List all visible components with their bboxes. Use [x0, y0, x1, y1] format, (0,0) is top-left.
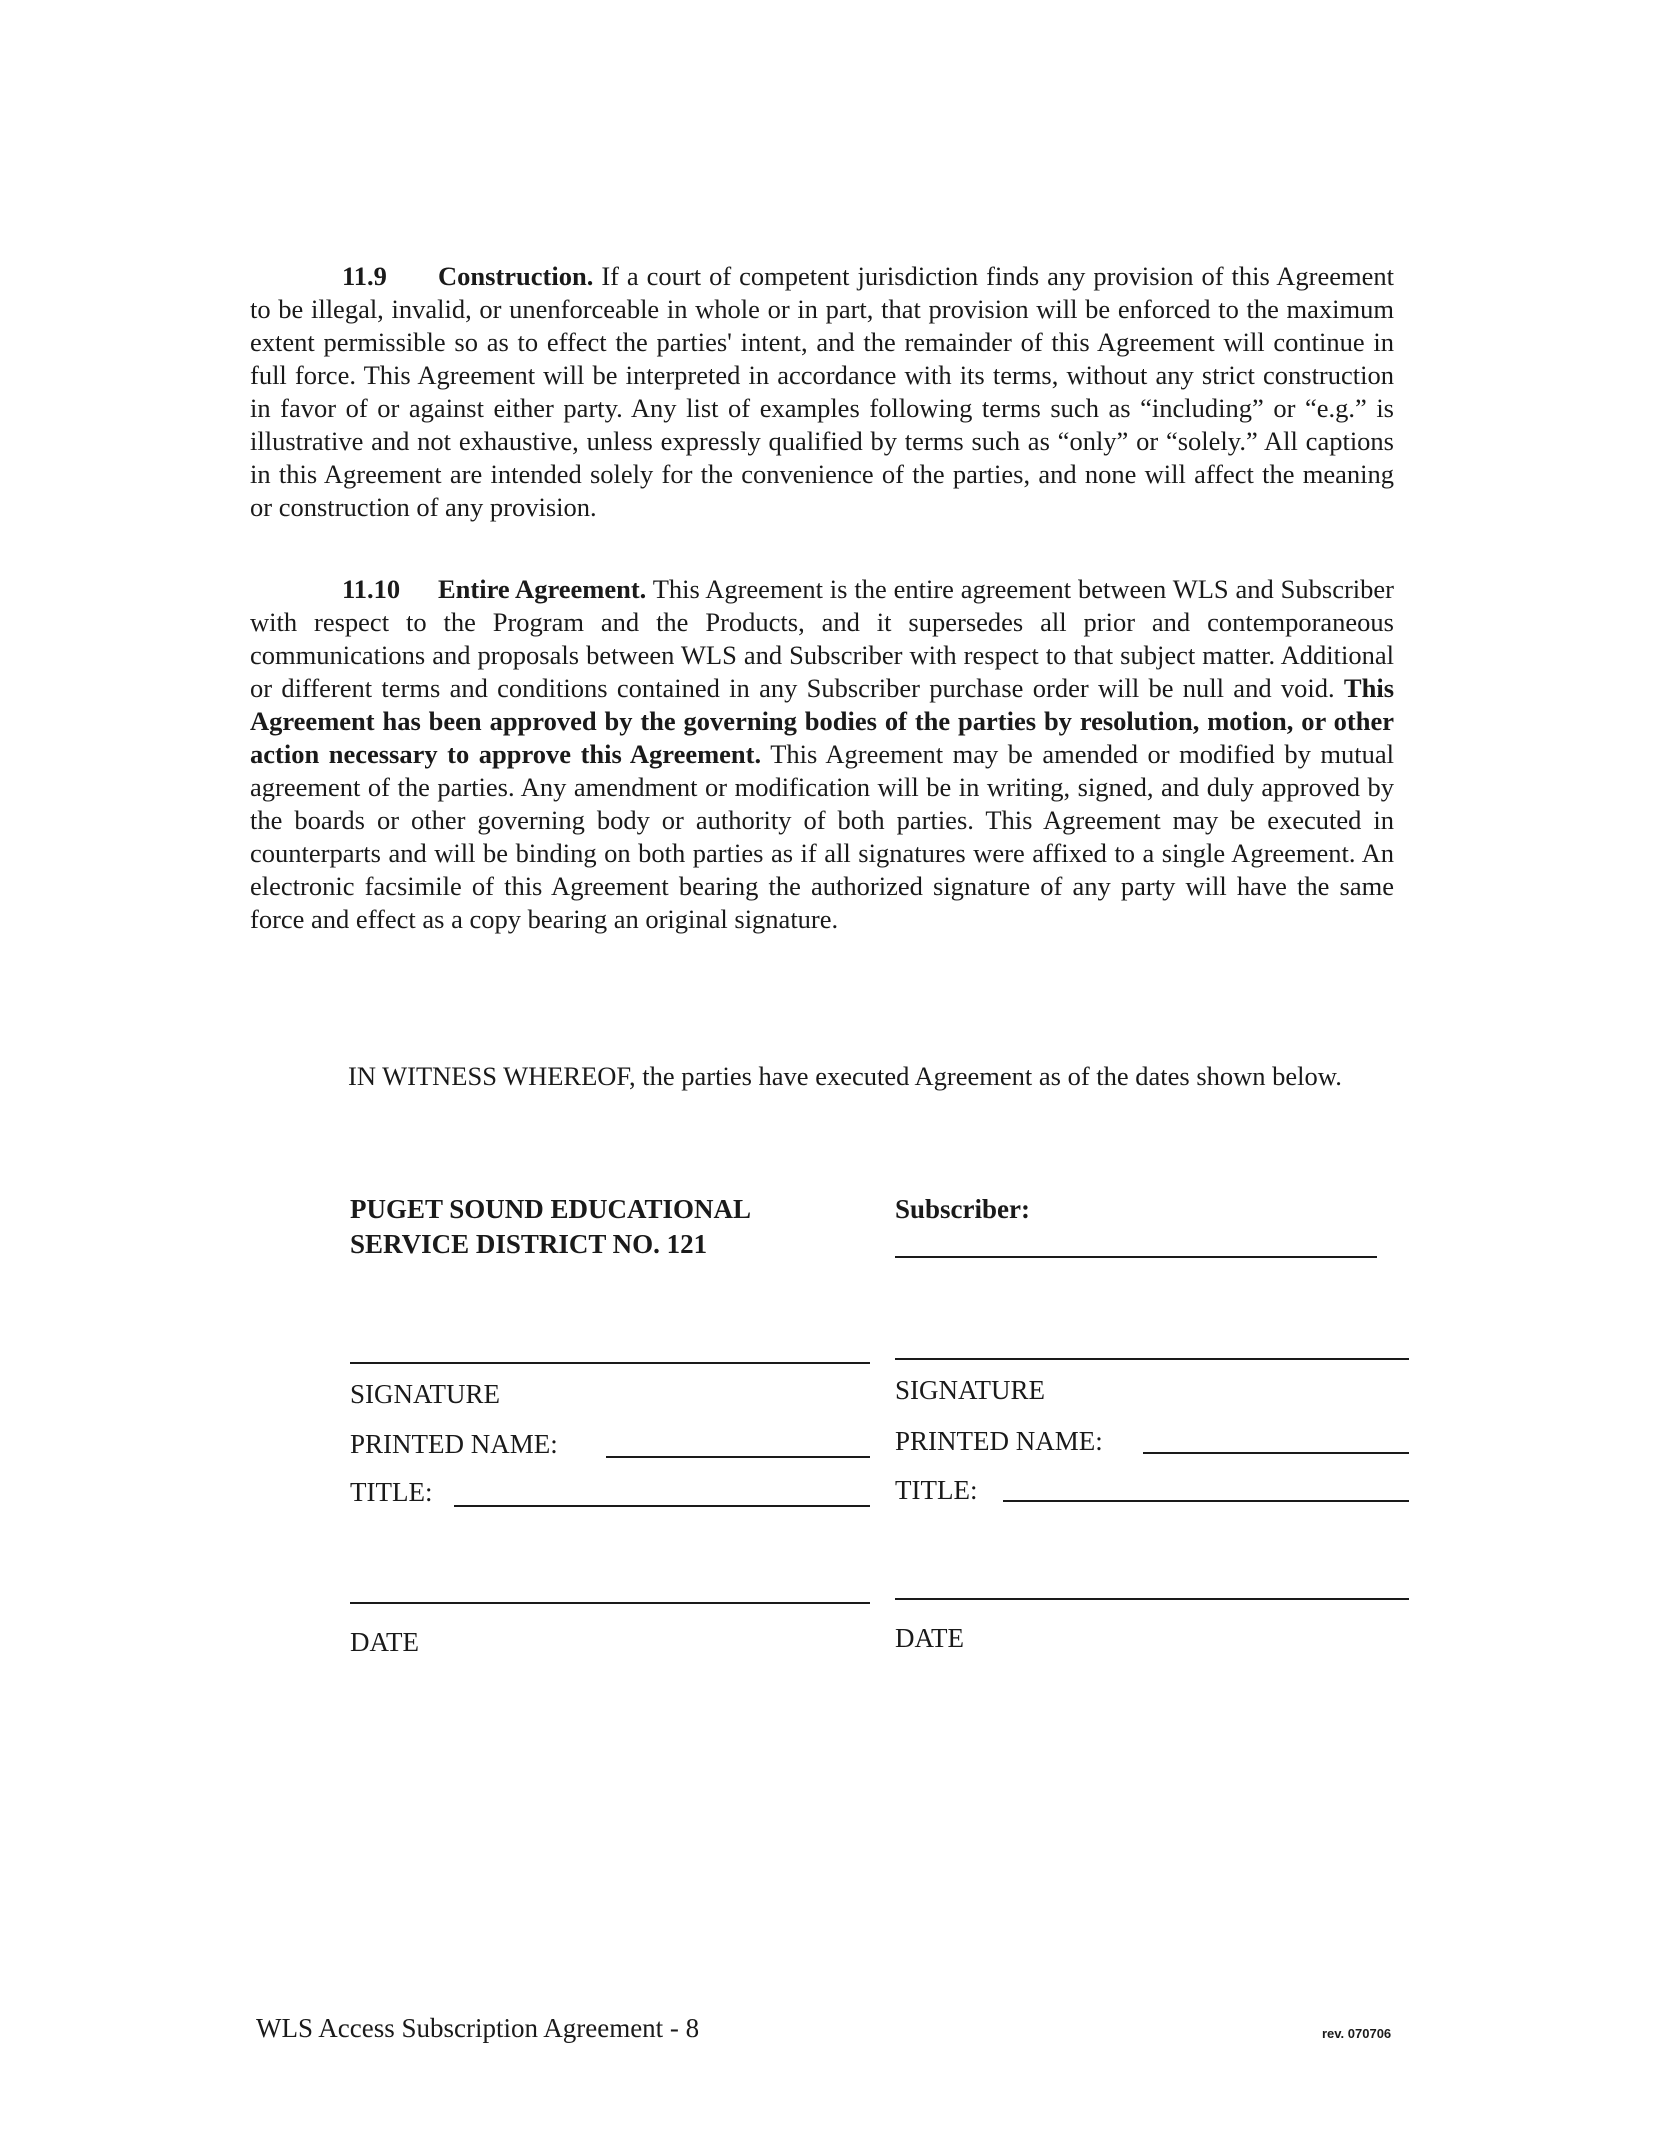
left-title-line[interactable]: [454, 1505, 870, 1507]
section-11-10: [250, 573, 1394, 936]
party-left-name-line-2: SERVICE DISTRICT NO. 121: [350, 1229, 708, 1259]
party-right-name: Subscriber:: [895, 1194, 1030, 1224]
party-left-name-line-1: PUGET SOUND EDUCATIONAL: [350, 1194, 752, 1224]
right-printed-name-line[interactable]: [1143, 1452, 1409, 1454]
left-printed-name-line[interactable]: [606, 1456, 870, 1458]
section-heading: Construction.: [438, 261, 594, 291]
left-signature-label: SIGNATURE: [350, 1379, 501, 1409]
section-11-9: [250, 260, 1394, 524]
right-title-line[interactable]: [1003, 1500, 1409, 1502]
section-number: 11.10: [342, 574, 401, 604]
witness-text: IN WITNESS WHEREOF, the parties have executed Agreement as of the dates shown below.: [348, 1061, 1342, 1091]
section-text: This Agreement may be amended or modified by mutual agreement of the parties. Any amendment or modification will be in writing, signed, and duly approved by the boards or other governing body or authority of both parties. This Agreement may be executed in counterparts and will be binding on both parties as if all signatures were affixed to a single Agreement. An electronic facsimile of this Agreement bearing the authorized signature of any party will have the same force and effect as a copy bearing an original signature.: [250, 739, 1394, 934]
section-text: This Agreement is the entire agreement between WLS and Subscriber with respect to the Program and the Products, and it supersedes all prior and contemporaneous communications and proposals between WLS and Subscriber with respect to that subject matter. Additional or different terms and conditions contained in any Subscriber purchase order will be null and void.: [250, 574, 1394, 703]
right-date-line[interactable]: [895, 1598, 1409, 1600]
footer-title: WLS Access Subscription Agreement - 8: [256, 2013, 700, 2043]
left-signature-line[interactable]: [350, 1362, 870, 1364]
section-number: 11.9: [342, 261, 387, 291]
section-text: If a court of competent jurisdiction finds any provision of this Agreement to be illegal, invalid, or unenforceable in whole or in part, that provision will be enforced to the maximum extent permissible so as to effect the parties' intent, and the remainder of this Agreement will continue in full force. This Agreement will be interpreted in accordance with its terms, without any strict construction in favor of or against either party. Any list of examples following terms such as “including” or “e.g.” is illustrative and not exhaustive, unless expressly qualified by terms such as “only” or “solely.” All captions in this Agreement are intended solely for the convenience of the parties, and none will affect the meaning or construction of any provision.: [250, 261, 1395, 522]
right-signature-label: SIGNATURE: [895, 1375, 1046, 1405]
right-printed-name-label: PRINTED NAME:: [895, 1426, 1103, 1456]
party-left-name: [350, 1192, 751, 1262]
subscriber-name-line[interactable]: [895, 1256, 1377, 1258]
section-heading: Entire Agreement.: [438, 574, 647, 604]
right-signature-line[interactable]: [895, 1358, 1409, 1360]
left-date-label: DATE: [350, 1627, 419, 1657]
right-title-label: TITLE:: [895, 1475, 978, 1505]
footer-revision: rev. 070706: [1322, 2026, 1392, 2041]
left-printed-name-label: PRINTED NAME:: [350, 1429, 558, 1459]
right-date-label: DATE: [895, 1623, 964, 1653]
witness-statement: [250, 1058, 1394, 1094]
left-date-line[interactable]: [350, 1602, 870, 1604]
section-bold-text: This Agreement has been approved by the governing bodies of the parties by resolution, motion, or other action necessary to approve this Agreement.: [250, 673, 1395, 769]
left-title-label: TITLE:: [350, 1477, 433, 1507]
